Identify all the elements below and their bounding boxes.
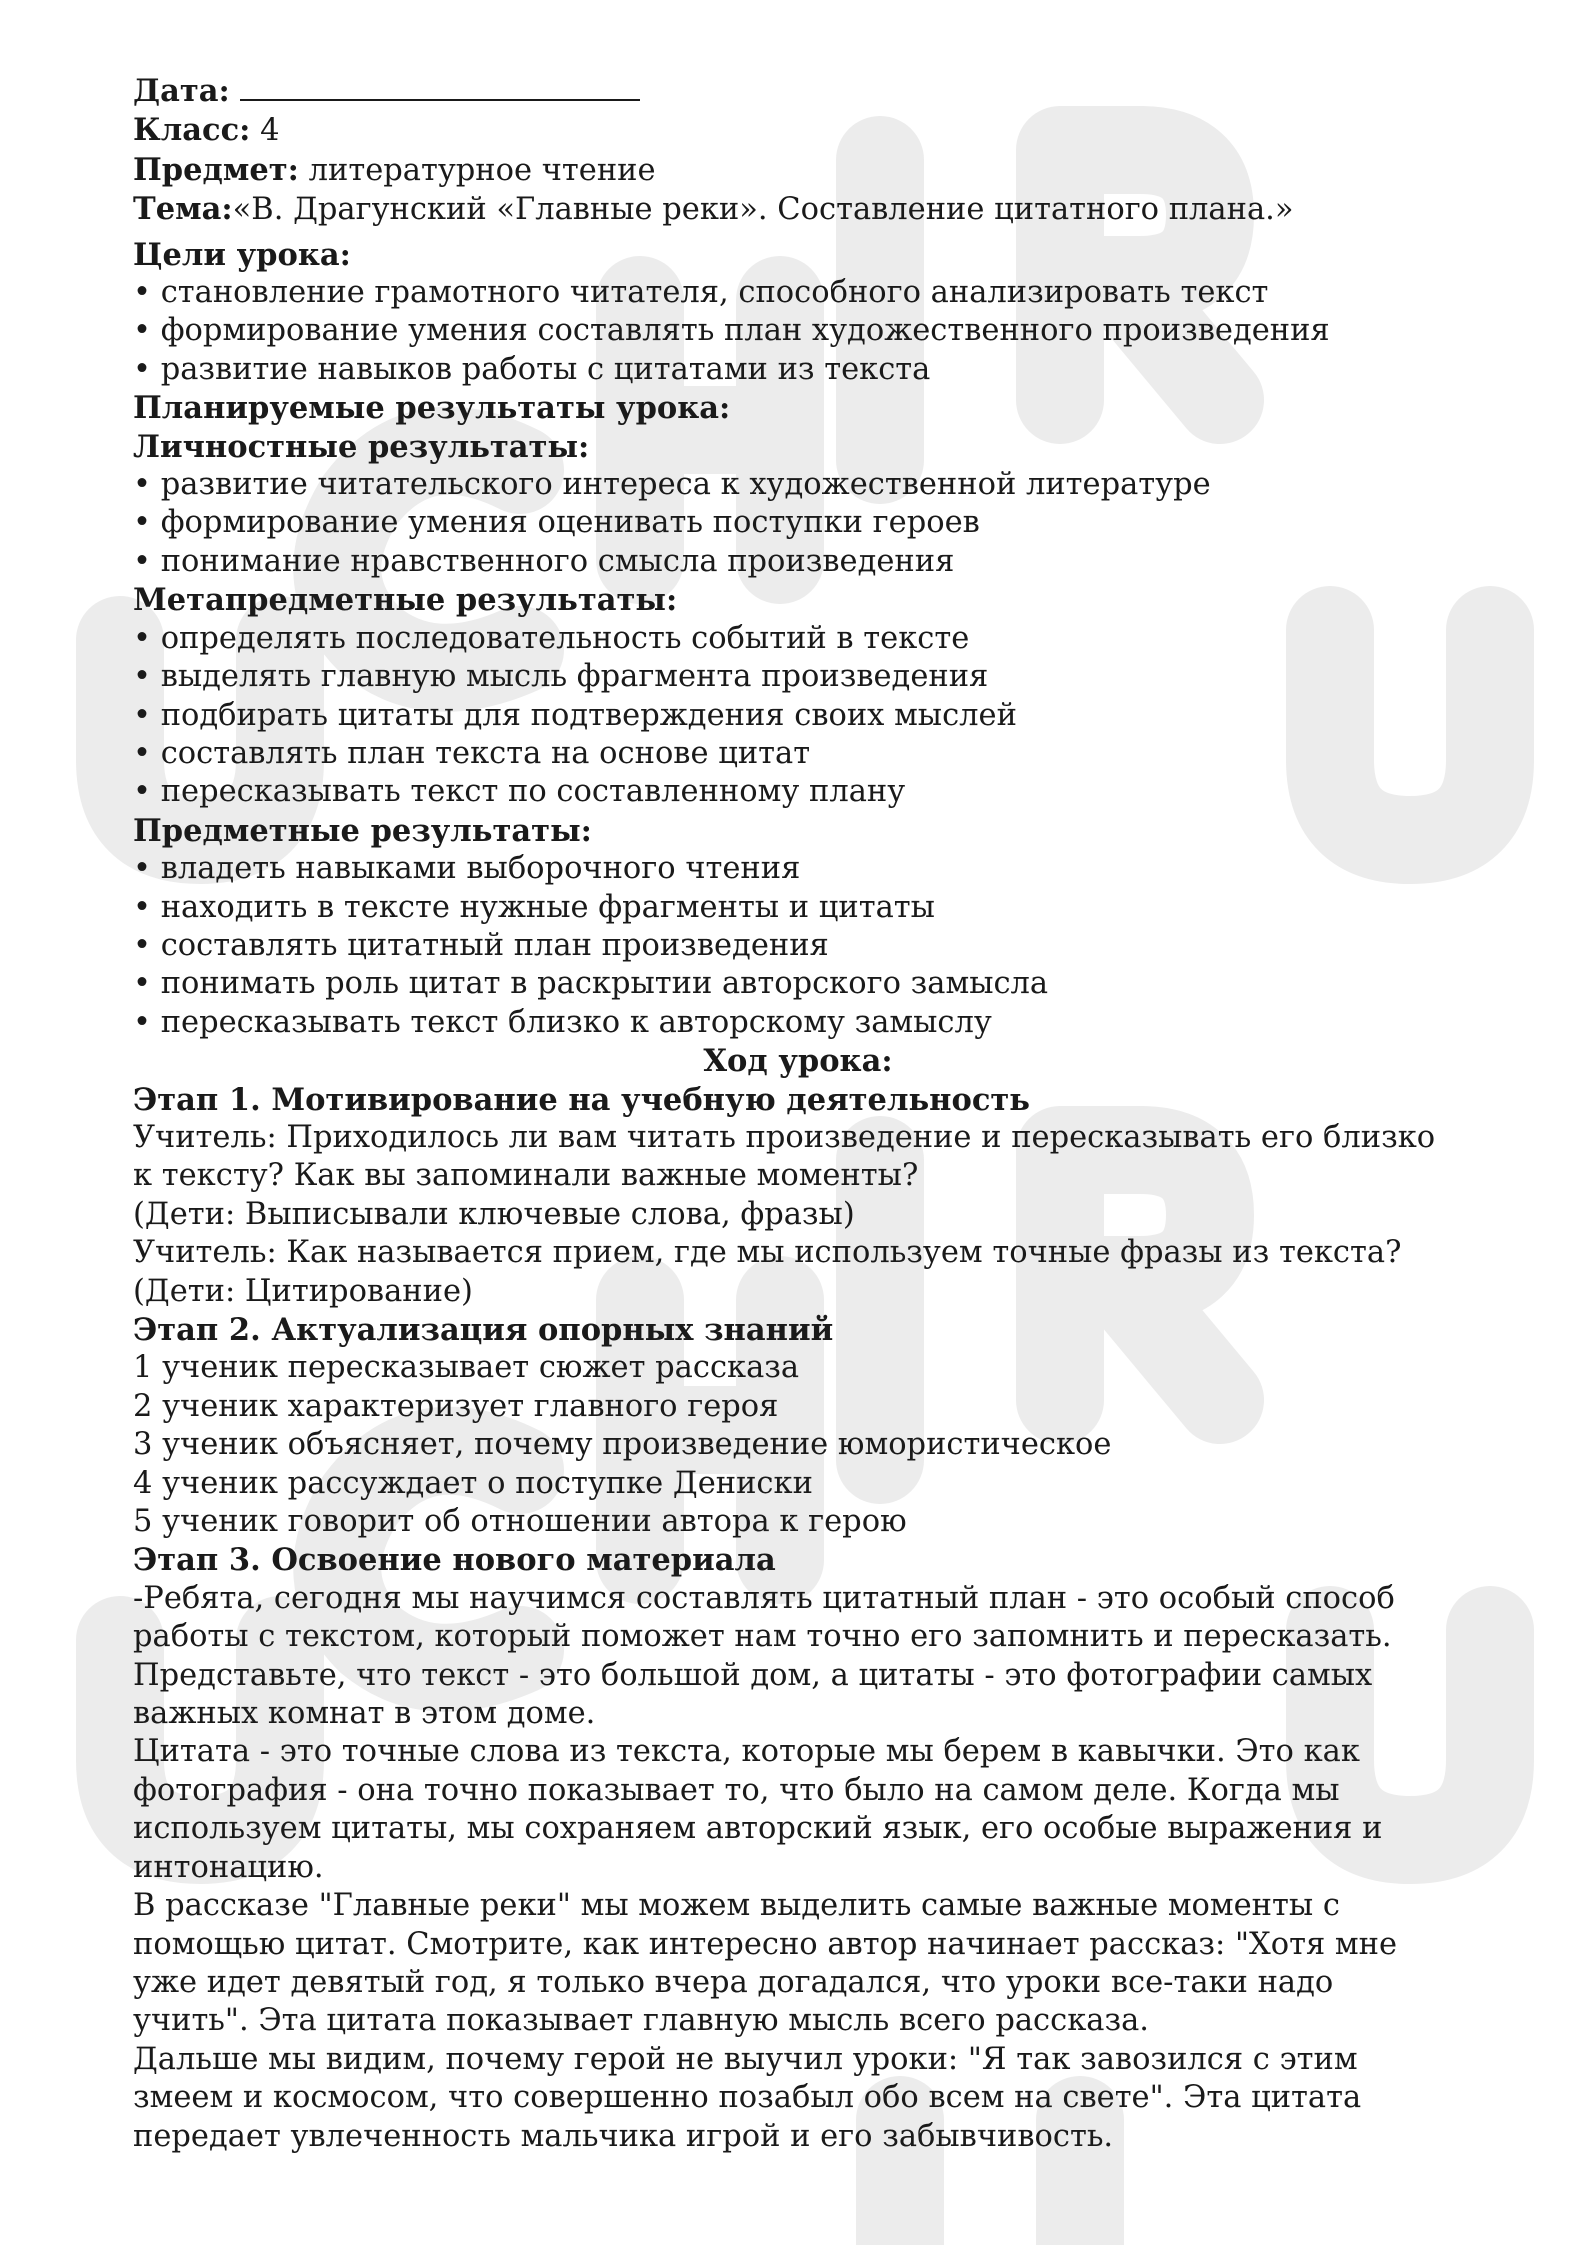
stage3-line: передает увлеченность мальчика игрой и его забывчивость. (133, 2118, 1114, 2154)
subject-result-item: • пересказывать текст близко к авторскому замыслу (133, 1004, 1463, 1042)
personal-result-item: • формирование умения оценивать поступки героев (133, 504, 1463, 542)
topic-label: Тема: (133, 191, 233, 228)
stage3-line: используем цитаты, мы сохраняем авторский язык, его особые выражения и (133, 1811, 1383, 1847)
stage3-line: Цитата - это точные слова из текста, которые мы берем в кавычки. Это как (133, 1734, 1360, 1770)
subject-label: Предмет: (133, 151, 299, 188)
subject-result-item: • составлять цитатный план произведения (133, 927, 1463, 965)
subject-result-item: • понимать роль цитат в раскрытии авторского замысла (133, 965, 1463, 1003)
date-row (133, 72, 1463, 111)
subject-row (133, 151, 1463, 190)
lesson-plan-document (133, 72, 1463, 2156)
stage3-line: Представьте, что текст - это большой дом, а цитаты - это фотографии самых (133, 1657, 1373, 1693)
personal-result-item: • развитие читательского интереса к художественной литературе (133, 466, 1463, 504)
subject-result-item: • находить в тексте нужные фрагменты и цитаты (133, 889, 1463, 927)
stage1-line: к тексту? Как вы запоминали важные моменты? (133, 1158, 919, 1194)
class-row (133, 111, 1463, 150)
stage2-line: 3 ученик объясняет, почему произведение юмористическое (133, 1427, 1112, 1463)
meta-result-item: • составлять план текста на основе цитат (133, 735, 1463, 773)
stage1-line: (Дети: Выписывали ключевые слова, фразы) (133, 1196, 855, 1232)
meta-result-item: • определять последовательность событий в тексте (133, 620, 1463, 658)
stage3-line: интонацию. (133, 1849, 324, 1885)
stage2-line: 5 ученик говорит об отношении автора к герою (133, 1504, 907, 1540)
stage3-line: фотография - она точно показывает то, что было на самом деле. Когда мы (133, 1772, 1340, 1808)
stage2-line: 2 ученик характеризует главного героя (133, 1388, 779, 1424)
date-blank-field (240, 75, 640, 101)
class-label: Класс: (133, 112, 251, 149)
lesson-progress-heading: Ход урока: (703, 1043, 893, 1080)
meta-results-heading: Метапредметные результаты: (133, 582, 678, 619)
goal-item: • становление грамотного читателя, способного анализировать текст (133, 274, 1463, 312)
meta-result-item: • выделять главную мысль фрагмента произведения (133, 658, 1463, 696)
subject-results-heading: Предметные результаты: (133, 812, 592, 849)
stage1-line: (Дети: Цитирование) (133, 1273, 473, 1309)
stage2-heading: Этап 2. Актуализация опорных знаний (133, 1312, 834, 1348)
topic-row (133, 190, 1463, 229)
stage3-line: помощью цитат. Смотрите, как интересно автор начинает рассказ: "Хотя мне (133, 1926, 1398, 1962)
planned-results-heading: Планируемые результаты урока: (133, 390, 731, 427)
meta-result-item: • пересказывать текст по составленному плану (133, 773, 1463, 811)
stage1-line: Учитель: Как называется прием, где мы используем точные фразы из текста? (133, 1235, 1402, 1271)
date-label: Дата: (133, 73, 230, 109)
personal-results-heading: Личностные результаты: (133, 428, 590, 465)
stage2-line: 4 ученик рассуждает о поступке Дениски (133, 1465, 813, 1501)
stage3-heading: Этап 3. Освоение нового материала (133, 1542, 776, 1579)
subject-value: литературное чтение (308, 152, 656, 188)
stage3-line: важных комнат в этом доме. (133, 1696, 596, 1732)
meta-result-item: • подбирать цитаты для подтверждения своих мыслей (133, 697, 1463, 735)
goal-item: • формирование умения составлять план художественного произведения (133, 312, 1463, 350)
stage3-line: Дальше мы видим, почему герой не выучил уроки: "Я так завозился с этим (133, 2041, 1358, 2077)
stage3-line: В рассказе "Главные реки" мы можем выделить самые важные моменты с (133, 1888, 1340, 1924)
goals-heading: Цели урока: (133, 236, 351, 273)
stage1-line: Учитель: Приходилось ли вам читать произведение и пересказывать его близко (133, 1119, 1436, 1155)
stage3-line: змеем и космосом, что совершенно позабыл обо всем на свете". Эта цитата (133, 2080, 1362, 2116)
stage3-line: -Ребята, сегодня мы научимся составлять цитатный план - это особый способ (133, 1580, 1395, 1616)
stage3-line: уже идет девятый год, я только вчера догадался, что уроки все-таки надо (133, 1964, 1334, 2000)
stage2-line: 1 ученик пересказывает сюжет рассказа (133, 1350, 800, 1386)
goal-item: • развитие навыков работы с цитатами из текста (133, 351, 1463, 389)
stage3-line: учить". Эта цитата показывает главную мысль всего рассказа. (133, 2003, 1149, 2039)
topic-value: «В. Драгунский «Главные реки». Составление цитатного плана.» (232, 192, 1294, 228)
stage1-heading: Этап 1. Мотивирование на учебную деятельность (133, 1081, 1031, 1118)
personal-result-item: • понимание нравственного смысла произведения (133, 543, 1463, 581)
stage3-line: работы с текстом, который поможет нам точно его запомнить и пересказать. (133, 1619, 1392, 1655)
subject-result-item: • владеть навыками выборочного чтения (133, 850, 1463, 888)
class-value: 4 (260, 113, 280, 149)
